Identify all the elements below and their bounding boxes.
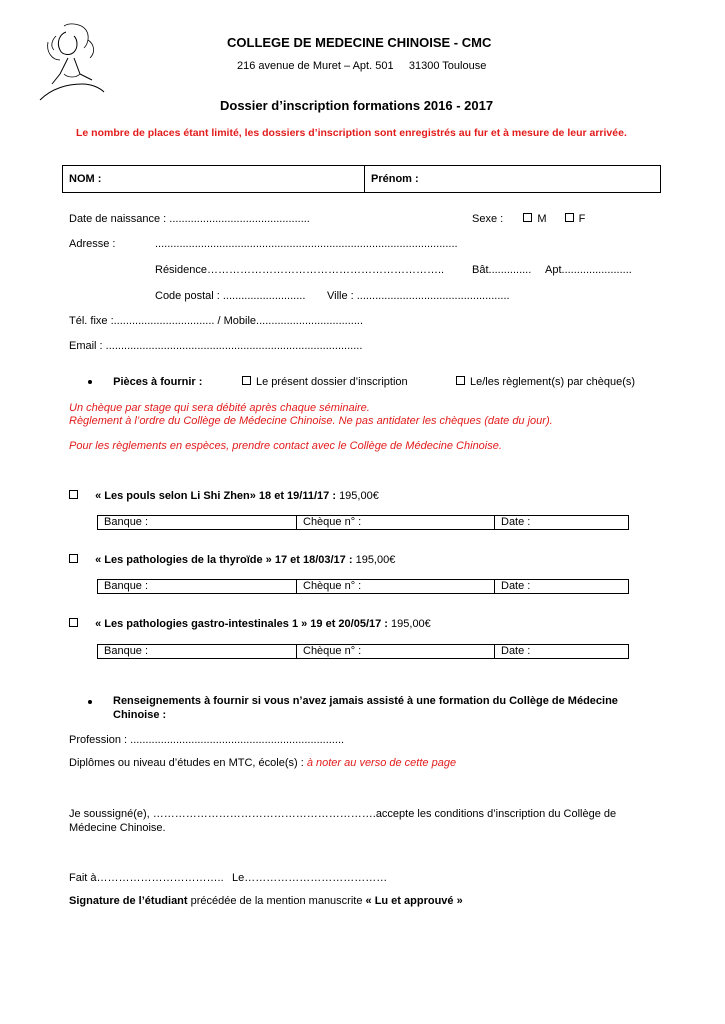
formation-option[interactable] <box>69 554 395 566</box>
adresse-field[interactable]: ................................................................................................... <box>155 238 458 250</box>
signature-quote: « Lu et approuvé » <box>365 895 463 907</box>
nom-field[interactable] <box>63 166 364 192</box>
formation-price: 195,00€ <box>339 490 379 502</box>
pieces-option-reglement-label: Le/les règlement(s) par chèque(s) <box>470 376 636 388</box>
dossier-title: Dossier d’inscription formations 2016 - 2017 <box>220 98 494 113</box>
checkbox-icon[interactable] <box>69 618 78 627</box>
formation-option[interactable] <box>69 490 379 502</box>
nom-label: NOM : <box>69 173 102 185</box>
pieces-note-cheque: Un chèque par stage qui sera débité après chaque séminaire. <box>69 402 370 414</box>
diplomes-row <box>69 757 456 769</box>
cheque-field[interactable] <box>297 645 495 658</box>
signature-mention: précédée de la mention manuscrite <box>187 895 366 907</box>
banque-field[interactable] <box>98 516 296 529</box>
pieces-label: Pièces à fournir : <box>113 376 203 388</box>
payment-table <box>97 644 629 659</box>
profession-field[interactable]: Profession : ...................................................................... <box>69 734 345 746</box>
identity-table <box>62 165 661 193</box>
email-field[interactable]: Email : .................................................................................... <box>69 340 363 352</box>
renseignements-heading-cont: Chinoise : <box>113 709 167 721</box>
sexe-label: Sexe : <box>472 213 504 225</box>
sexe-group <box>472 213 585 225</box>
date-label: Date : <box>501 645 531 657</box>
pieces-row <box>88 376 202 388</box>
places-notice: Le nombre de places étant limité, les dossiers d’inscription sont enregistrés au fur et à mesure de leur arrivée. <box>76 127 627 139</box>
renseignements-bullet <box>88 696 92 708</box>
postal-code-field[interactable]: Code postal : ........................... <box>155 290 306 302</box>
checkbox-icon[interactable] <box>523 213 532 222</box>
le-date-field[interactable]: Le………………………………… <box>232 872 388 884</box>
residence-field[interactable]: Résidence……………………………………………………….. <box>155 264 445 276</box>
signature-instruction <box>69 895 463 907</box>
date-field[interactable] <box>495 516 628 529</box>
cheque-label: Chèque n° : <box>303 516 362 528</box>
signature-label: Signature de l’étudiant <box>69 895 188 907</box>
payment-table <box>97 515 629 530</box>
payment-table <box>97 579 629 594</box>
batiment-field[interactable]: Bât.............. <box>472 264 532 276</box>
formation-title: « Les pathologies de la thyroïde » 17 et 18/03/17 : <box>95 554 353 566</box>
sexe-m-label: M <box>537 213 547 225</box>
adresse-label: Adresse : <box>69 238 116 250</box>
pieces-note-especes: Pour les règlements en espèces, prendre contact avec le Collège de Médecine Chinoise. <box>69 440 502 452</box>
renseignements-heading: Renseignements à fournir si vous n’avez jamais assisté à une formation du Collège de Médecine <box>113 695 618 707</box>
prenom-field[interactable] <box>365 166 660 192</box>
apartment-field[interactable]: Apt....................... <box>545 264 632 276</box>
pieces-option-dossier[interactable] <box>242 376 408 388</box>
checkbox-icon[interactable] <box>242 376 251 385</box>
prenom-label: Prénom : <box>371 173 419 185</box>
checkbox-icon[interactable] <box>565 213 574 222</box>
banque-field[interactable] <box>98 580 296 593</box>
date-label: Date : <box>501 580 531 592</box>
bullet-icon <box>88 380 92 384</box>
pieces-option-reglement[interactable] <box>456 376 635 388</box>
pieces-option-dossier-label: Le présent dossier d’inscription <box>256 376 408 388</box>
banque-label: Banque : <box>104 516 149 528</box>
formation-title: « Les pathologies gastro-intestinales 1 » 19 et 20/05/17 : <box>95 618 388 630</box>
soussigne-line-cont: Médecine Chinoise. <box>69 822 166 834</box>
college-address: 216 avenue de Muret – Apt. 501 31300 Toulouse <box>237 60 487 72</box>
formation-price: 195,00€ <box>355 554 396 566</box>
cheque-label: Chèque n° : <box>303 645 362 657</box>
banque-label: Banque : <box>104 645 149 657</box>
college-name: COLLEGE DE MEDECINE CHINOISE - CMC <box>227 35 492 50</box>
phone-field[interactable]: Tél. fixe :................................. / Mobile................................... <box>69 315 364 327</box>
college-logo <box>38 22 108 102</box>
bullet-icon <box>88 700 92 704</box>
cheque-field[interactable] <box>297 516 495 529</box>
checkbox-icon[interactable] <box>456 376 465 385</box>
date-field[interactable] <box>495 580 628 593</box>
cheque-field[interactable] <box>297 580 495 593</box>
date-field[interactable] <box>495 645 628 658</box>
formation-price: 195,00€ <box>391 618 431 630</box>
diplomes-label: Diplômes ou niveau d’études en MTC, école(s) : <box>69 757 304 769</box>
city-field[interactable]: Ville : .................................................. <box>327 290 510 302</box>
formation-option[interactable] <box>69 618 431 630</box>
formation-title: « Les pouls selon Li Shi Zhen» 18 et 19/11/17 : <box>95 490 336 502</box>
checkbox-icon[interactable] <box>69 490 78 499</box>
birth-date-field[interactable]: Date de naissance : .............................................. <box>69 213 310 225</box>
banque-field[interactable] <box>98 645 296 658</box>
pieces-note-ordre: Règlement à l’ordre du Collège de Médecine Chinoise. Ne pas antidater les chèques (date du jour). <box>69 415 553 427</box>
diplomes-note: à noter au verso de cette page <box>306 757 457 769</box>
date-label: Date : <box>501 516 531 528</box>
fait-a-field[interactable]: Fait à…………………………….. <box>69 872 224 884</box>
sexe-f-label: F <box>578 213 586 225</box>
soussigne-line: Je soussigné(e), …………………………………………………….accepte les conditions d’inscription du Collège de <box>69 808 617 820</box>
banque-label: Banque : <box>104 580 149 592</box>
cheque-label: Chèque n° : <box>303 580 362 592</box>
checkbox-icon[interactable] <box>69 554 78 563</box>
